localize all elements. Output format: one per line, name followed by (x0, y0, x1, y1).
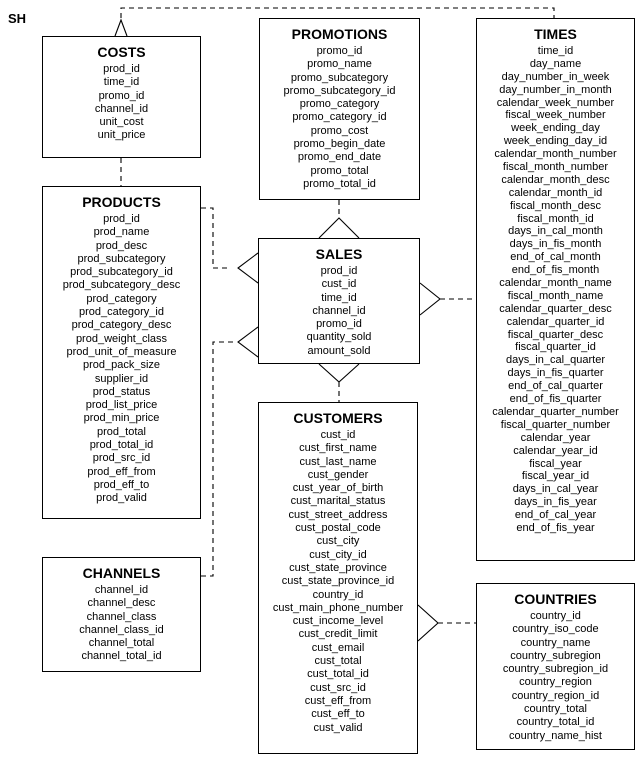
attribute: cust_valid (313, 721, 363, 734)
attribute: prod_category_desc (71, 319, 172, 332)
attribute: promo_cost (310, 124, 369, 137)
attribute: day_number_in_month (499, 83, 612, 96)
entity-products (42, 186, 201, 519)
attribute: days_in_cal_month (508, 225, 603, 238)
attribute: prod_min_price (83, 412, 160, 425)
attribute: end_of_cal_year (514, 509, 597, 522)
attribute: fiscal_week_number (505, 109, 606, 122)
attribute: prod_weight_class (75, 332, 168, 345)
attribute: cust_state_province_id (281, 575, 395, 588)
attribute: prod_valid (96, 492, 147, 505)
attribute: fiscal_year_id (521, 470, 590, 483)
attribute: promo_category (299, 98, 380, 111)
attribute: prod_id (320, 265, 358, 277)
attribute: cust_marital_status (290, 495, 386, 508)
attribute: promo_subcategory (290, 71, 389, 84)
attribute: fiscal_year (529, 457, 582, 470)
attribute-list (43, 213, 200, 506)
attribute: cust_eff_to (311, 708, 365, 721)
attribute: promo_subcategory_id (283, 84, 396, 97)
attribute: cust_income_level (292, 615, 384, 628)
attribute: unit_cost (99, 116, 144, 129)
attribute: week_ending_day_id (503, 135, 608, 148)
attribute: cust_id (321, 278, 357, 291)
attribute: prod_list_price (85, 399, 158, 412)
attribute: end_of_fis_year (516, 521, 595, 534)
attribute: prod_pack_size (82, 359, 161, 372)
attribute: cust_eff_from (304, 694, 372, 707)
attribute: cust_first_name (299, 442, 377, 455)
attribute: prod_category_id (78, 306, 164, 319)
attribute: promo_name (307, 58, 372, 71)
attribute: promo_begin_date (293, 138, 386, 151)
attribute: days_in_cal_year (512, 483, 599, 496)
attribute: channel_desc (87, 597, 156, 610)
rel-costs-times (121, 8, 554, 18)
attribute: country_region (519, 676, 592, 689)
crowfoot-customers-countries (418, 605, 438, 641)
entity-title: COSTS (97, 44, 146, 60)
attribute: channel_total_id (81, 650, 162, 663)
attribute: days_in_fis_quarter (507, 367, 604, 380)
entity-sales (258, 238, 420, 364)
attribute: country_name_hist (509, 729, 602, 742)
attribute: end_of_fis_quarter (509, 393, 602, 406)
attribute: calendar_month_number (494, 148, 617, 161)
attribute: fiscal_month_name (507, 289, 604, 302)
attribute: end_of_cal_quarter (508, 380, 603, 393)
attribute: prod_total_id (89, 439, 154, 452)
attribute: promo_category_id (292, 111, 387, 124)
attribute: prod_total (97, 425, 146, 438)
attribute: calendar_quarter_desc (499, 302, 612, 315)
attribute: country_id (530, 610, 581, 622)
entity-promotions (259, 18, 420, 200)
attribute: cust_city (316, 535, 360, 548)
attribute: prod_status (92, 385, 151, 398)
attribute: prod_src_id (92, 452, 151, 465)
attribute: channel_class_id (79, 623, 164, 636)
attribute: promo_id (98, 89, 145, 102)
attribute: prod_id (103, 63, 140, 75)
entity-title: SALES (315, 246, 363, 262)
attribute: prod_unit_of_measure (66, 345, 177, 358)
entity-title: PROMOTIONS (291, 26, 388, 42)
attribute-list (477, 610, 634, 743)
entity-customers (258, 402, 418, 754)
entity-title: CHANNELS (82, 565, 161, 581)
attribute: cust_src_id (310, 681, 366, 694)
attribute: cust_total (314, 655, 362, 668)
attribute: time_id (537, 45, 574, 57)
attribute: fiscal_quarter_desc (507, 328, 604, 341)
attribute: channel_id (94, 584, 149, 596)
attribute: week_ending_day (511, 122, 600, 135)
entity-costs (42, 36, 201, 158)
entity-title: CUSTOMERS (293, 410, 383, 426)
attribute: channel_id (94, 102, 149, 115)
attribute: prod_eff_to (93, 478, 150, 491)
attribute: cust_main_phone_number (272, 601, 404, 614)
entity-title: COUNTRIES (514, 591, 597, 607)
attribute-list (43, 584, 200, 664)
attribute: calendar_year (520, 431, 591, 444)
attribute: cust_id (320, 429, 356, 441)
attribute: calendar_quarter_id (506, 315, 605, 328)
attribute: unit_price (97, 129, 146, 142)
attribute: channel_total (88, 637, 155, 650)
attribute: time_id (103, 76, 140, 89)
attribute-list (259, 429, 417, 735)
attribute: cust_total_id (307, 668, 369, 681)
attribute: cust_credit_limit (298, 628, 378, 641)
attribute: days_in_fis_year (514, 496, 597, 509)
attribute: day_name (529, 57, 582, 70)
attribute: country_total_id (516, 716, 595, 729)
attribute: cust_last_name (299, 455, 377, 468)
attribute: country_region_id (511, 689, 600, 702)
crowfoot-sales-customers (319, 364, 359, 382)
attribute: cust_email (311, 641, 365, 654)
attribute: promo_end_date (297, 151, 382, 164)
attribute: prod_category (86, 292, 157, 305)
attribute: days_in_fis_month (509, 238, 602, 251)
entity-title: TIMES (534, 26, 577, 42)
attribute: fiscal_quarter_id (515, 341, 596, 354)
attribute: promo_id (316, 45, 363, 57)
attribute: end_of_fis_month (511, 264, 600, 277)
attribute-list (260, 45, 419, 191)
crowfoot-sales-products (238, 253, 258, 283)
attribute: country_id (312, 588, 364, 601)
attribute: fiscal_quarter_number (500, 418, 611, 431)
attribute: time_id (321, 291, 357, 304)
attribute: amount_sold (307, 344, 371, 357)
entity-title: PRODUCTS (82, 194, 161, 210)
attribute: calendar_week_number (496, 96, 615, 109)
attribute: fiscal_month_number (502, 161, 609, 174)
attribute: calendar_year_id (513, 444, 598, 457)
attribute: cust_street_address (288, 508, 388, 521)
attribute: country_subregion (510, 649, 601, 662)
schema-label: SH (8, 11, 27, 26)
attribute: cust_year_of_birth (292, 482, 384, 495)
attribute: cust_postal_code (295, 522, 381, 535)
rel-products-sales (201, 208, 230, 268)
crowfoot-sales-channels (238, 327, 258, 357)
attribute: calendar_month_name (499, 277, 612, 290)
attribute: country_name (520, 636, 591, 649)
attribute: end_of_cal_month (510, 251, 601, 264)
crowfoot-sales-times (420, 283, 440, 315)
attribute: calendar_quarter_number (492, 405, 619, 418)
attribute: cust_city_id (309, 548, 367, 561)
attribute: channel_class (86, 610, 157, 623)
entity-times (476, 18, 635, 561)
attribute: quantity_sold (306, 331, 372, 344)
crowfoot-costs-top (115, 20, 127, 36)
attribute: calendar_month_id (508, 186, 603, 199)
attribute: cust_gender (307, 468, 369, 481)
attribute: day_number_in_week (501, 70, 610, 83)
entity-countries (476, 583, 635, 750)
attribute: days_in_cal_quarter (505, 354, 606, 367)
attribute: country_total (524, 703, 587, 716)
attribute-list (43, 63, 200, 143)
attribute: prod_subcategory_desc (62, 279, 181, 292)
attribute: country_iso_code (512, 623, 599, 636)
attribute: country_subregion_id (502, 663, 609, 676)
attribute: prod_id (103, 213, 140, 225)
attribute: promo_total (310, 164, 369, 177)
attribute: supplier_id (94, 372, 149, 385)
attribute: channel_id (312, 304, 366, 317)
attribute: prod_eff_from (87, 465, 156, 478)
attribute-list (259, 265, 419, 358)
attribute: calendar_month_desc (501, 173, 610, 186)
attribute: promo_total_id (303, 177, 376, 190)
attribute: prod_name (93, 226, 150, 239)
attribute: promo_id (316, 318, 362, 331)
rel-channels-sales (201, 342, 236, 576)
attribute: fiscal_month_desc (509, 199, 602, 212)
attribute-list (477, 45, 634, 535)
attribute: prod_subcategory_id (70, 266, 173, 279)
attribute: fiscal_month_id (517, 212, 594, 225)
entity-channels (42, 557, 201, 672)
crowfoot-sales-promotions (319, 218, 359, 238)
attribute: prod_subcategory (77, 252, 166, 265)
attribute: cust_state_province (289, 561, 387, 574)
attribute: prod_desc (95, 239, 148, 252)
